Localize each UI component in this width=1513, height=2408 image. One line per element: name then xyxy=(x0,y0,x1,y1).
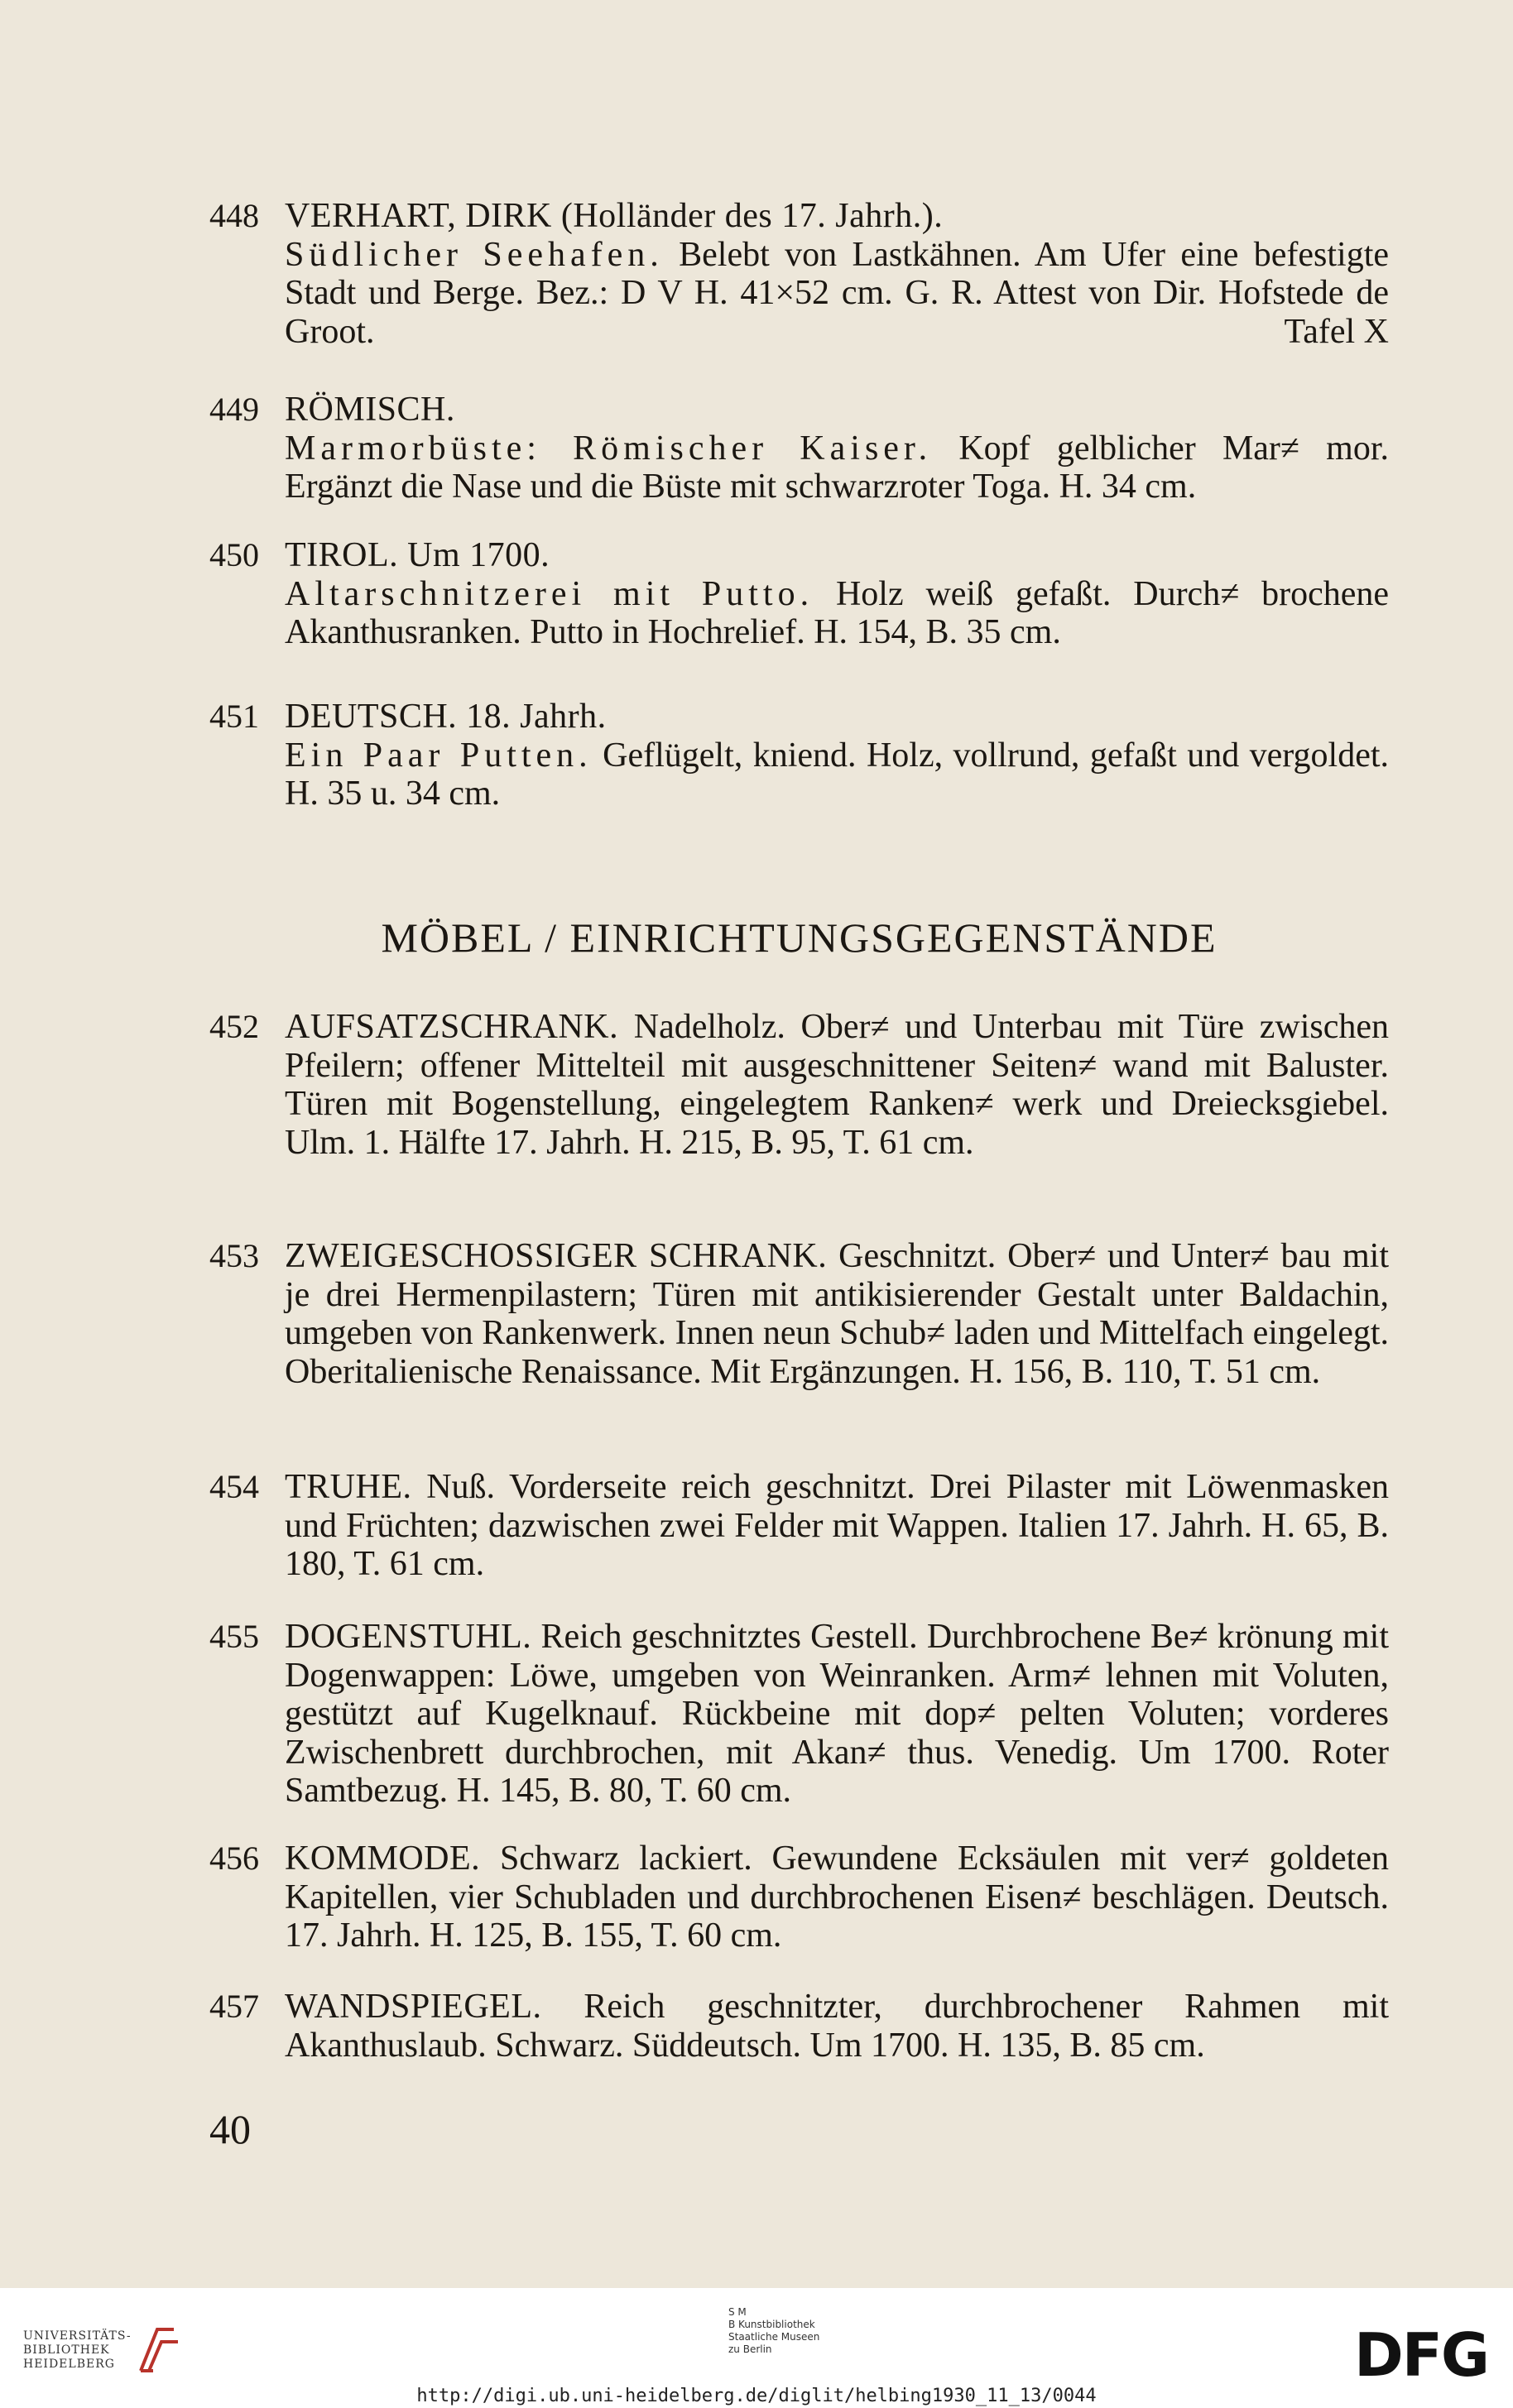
entry-description: Geschnitzt. Ober≠ und Unter≠ bau mit je drei Hermenpilastern; Türen mit antikisierender Gestalt unter Baldachin, umgeben von Rankenwerk. Innen neun Schub≠ laden und Mittelfach eingelegt. Oberitalienische Renaissance. Mit Ergänzungen. H. 156, B. 110, T. 51 cm. xyxy=(285,1237,1390,1391)
catalog-entry xyxy=(209,1618,1389,1811)
entry-subject: Südlicher Seehafen. xyxy=(285,235,664,274)
catalog-entry xyxy=(209,1468,1389,1584)
footer-bar xyxy=(0,2288,1513,2408)
entry-text xyxy=(285,1468,1389,1584)
catalog-entry xyxy=(209,391,1389,506)
entry-text xyxy=(285,698,1389,813)
entry-subject: Marmorbüste: Römischer Kaiser. xyxy=(285,429,933,468)
entry-number: 453 xyxy=(209,1237,259,1274)
entry-text xyxy=(285,1840,1389,1955)
entry-text xyxy=(285,1988,1389,2065)
catalog-entry xyxy=(209,1008,1389,1162)
entry-title: ZWEIGESCHOSSIGER SCHRANK. xyxy=(285,1237,828,1275)
entry-description: Kopf gelblicher Mar≠ mor. Ergänzt die Nase und die Büste mit schwarzroter Toga. H. 34 cm. xyxy=(285,429,1389,506)
catalog-entry xyxy=(209,698,1389,813)
university-emblem-icon xyxy=(132,2321,182,2379)
dfg-logo: DFG xyxy=(1353,2320,1488,2390)
permalink-url[interactable]: http://digi.ub.uni-heidelberg.de/diglit/helbing1930_11_13/0044 xyxy=(416,2386,1097,2406)
catalog-entry xyxy=(209,1840,1389,1955)
entry-description: Belebt von Lastkähnen. Am Ufer eine befestigte Stadt und Berge. Bez.: D V H. 41×52 cm. G. R. Attest von Dir. Hofstede de Groot. xyxy=(285,235,1390,351)
entry-title: VERHART, DIRK (Holländer des 17. Jahrh.). xyxy=(285,197,944,235)
entry-text xyxy=(285,391,1389,506)
entry-number: 452 xyxy=(209,1008,259,1045)
university-library-logo-text: UNIVERSITÄTS- BIBLIOTHEK HEIDELBERG xyxy=(23,2329,132,2371)
entry-title: KOMMODE. xyxy=(285,1840,481,1878)
entry-number: 450 xyxy=(209,536,259,573)
entry-title: TIROL. Um 1700. xyxy=(285,536,550,574)
entry-subject: Altarschnitzerei mit Putto. xyxy=(285,574,814,613)
entry-title: AUFSATZSCHRANK. xyxy=(285,1008,619,1046)
entry-number: 455 xyxy=(209,1618,259,1655)
entry-description: Reich geschnitzter, durchbrochener Rahmen mit Akanthuslaub. Schwarz. Süddeutsch. Um 1700. H. 135, B. 85 cm. xyxy=(285,1988,1390,2065)
kunstbibliothek-logo-text: S M B Kunstbibliothek Staatliche Museen zu Berlin xyxy=(728,2306,820,2355)
catalog-entry xyxy=(209,1237,1389,1391)
entry-description: Nadelholz. Ober≠ und Unterbau mit Türe zwischen Pfeilern; offener Mittelteil mit ausgeschnittener Seiten≠ wand mit Baluster. Türen mit Bogenstellung, eingelegtem Ranken≠ werk und Dreiecksgiebel. Ulm. 1. Hälfte 17. Jahrh. H. 215, B. 95, T. 61 cm. xyxy=(285,1008,1389,1162)
entry-text xyxy=(285,1237,1389,1391)
catalog-entry xyxy=(209,1988,1389,2065)
catalog-entry xyxy=(209,197,1389,351)
entry-title: WANDSPIEGEL. xyxy=(285,1988,542,2026)
entry-text xyxy=(285,536,1389,652)
entry-description: Holz weiß gefaßt. Durch≠ brochene Akanthusranken. Putto in Hochrelief. H. 154, B. 35 cm. xyxy=(285,574,1390,651)
plate-reference: Tafel X xyxy=(1284,312,1389,351)
entry-title: TRUHE. xyxy=(285,1468,412,1506)
entry-text xyxy=(285,1008,1389,1162)
entry-number: 457 xyxy=(209,1988,259,2025)
entry-number: 454 xyxy=(209,1468,259,1505)
entry-number: 448 xyxy=(209,197,259,234)
entry-text xyxy=(285,197,1389,351)
catalog-entry xyxy=(209,536,1389,652)
page-number: 40 xyxy=(209,2106,251,2152)
entry-title: DOGENSTUHL. xyxy=(285,1618,532,1656)
entry-description: Schwarz lackiert. Gewundene Ecksäulen mit ver≠ goldeten Kapitellen, vier Schubladen und durchbrochenen Eisen≠ beschlägen. Deutsch. 17. Jahrh. H. 125, B. 155, T. 60 cm. xyxy=(285,1840,1389,1955)
entry-description: Reich geschnitztes Gestell. Durchbrochene Be≠ krönung mit Dogenwappen: Löwe, umgeben von Weinranken. Arm≠ lehnen mit Voluten, gestützt auf Kugelknauf. Rückbeine mit dop≠ pelten Voluten; vorderes Zwischenbrett durchbrochen, mit Akan≠ thus. Venedig. Um 1700. Roter Samtbezug. H. 145, B. 80, T. 60 cm. xyxy=(285,1618,1389,1810)
entry-title: RÖMISCH. xyxy=(285,391,455,429)
section-heading: MÖBEL / EINRICHTUNGSGEGENSTÄNDE xyxy=(381,914,1218,961)
entry-text xyxy=(285,1618,1389,1811)
entry-description: Nuß. Vorderseite reich geschnitzt. Drei Pilaster mit Löwenmasken und Früchten; dazwischen zwei Felder mit Wappen. Italien 17. Jahrh. H. 65, B. 180, T. 61 cm. xyxy=(285,1468,1390,1583)
entry-description: Geflügelt, kniend. Holz, vollrund, gefaßt und vergoldet. H. 35 u. 34 cm. xyxy=(285,736,1389,813)
entry-number: 449 xyxy=(209,391,259,428)
entry-subject: Ein Paar Putten. xyxy=(285,736,593,775)
entry-number: 451 xyxy=(209,698,259,735)
entry-number: 456 xyxy=(209,1840,259,1877)
entry-title: DEUTSCH. 18. Jahrh. xyxy=(285,698,607,736)
